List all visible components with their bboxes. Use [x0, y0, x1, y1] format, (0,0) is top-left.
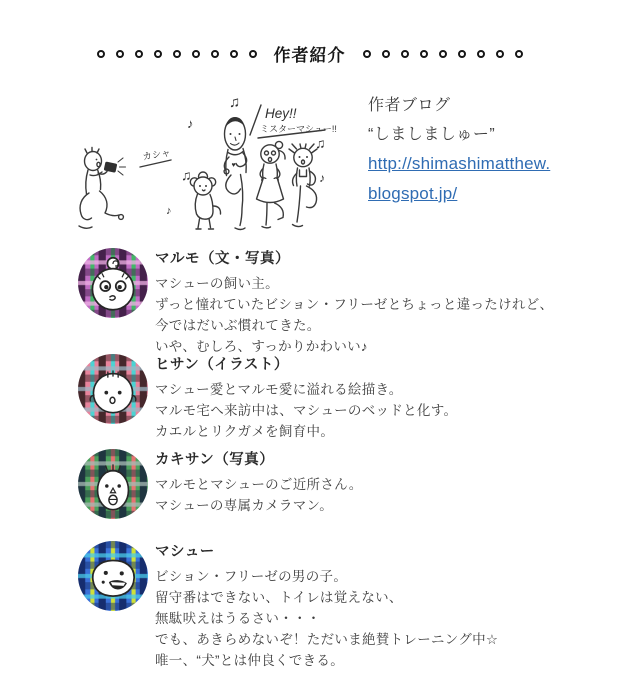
- speech-line-1: Hey!!: [265, 106, 297, 121]
- blog-url-line-1[interactable]: http://shimashimatthew.: [368, 154, 551, 173]
- profile-name: マルモ（文・写真）: [155, 251, 290, 267]
- profile-description-line: 無駄吠えはうるさい・・・: [155, 611, 321, 626]
- dot-icon: [477, 50, 485, 58]
- music-note-icon: ♪: [187, 116, 194, 131]
- dot-icon: [154, 50, 162, 58]
- profile-description-line: マシューの専属カメラマン。: [155, 498, 334, 513]
- dot-icon: [230, 50, 238, 58]
- profile-description: [155, 273, 553, 357]
- dot-icon: [192, 50, 200, 58]
- dog-figure: [190, 172, 220, 229]
- dot-icon: [135, 50, 143, 58]
- dot-icon: [439, 50, 447, 58]
- dot-icon: [249, 50, 257, 58]
- tall-dancer-figure: [224, 117, 247, 230]
- profile-description: [155, 474, 363, 516]
- music-note-icon: ♪: [319, 171, 325, 185]
- avatar-marumo: [78, 248, 148, 318]
- author-profiles: [78, 248, 619, 683]
- profile-marumo: [78, 248, 553, 357]
- blog-label: 作者ブログ: [368, 97, 451, 114]
- svg-text:♥: ♥: [231, 162, 236, 169]
- profile-description-line: ビション・フリーゼの男の子。: [155, 569, 348, 584]
- blog-url-line-2[interactable]: blogspot.jp/: [368, 184, 458, 203]
- camera-sfx-text: カシャ: [141, 147, 172, 163]
- profile-name: カキサン（写真）: [155, 452, 275, 468]
- profile-hisan: [78, 354, 457, 442]
- music-note-icon: ♪: [166, 205, 172, 217]
- matthew-face: [93, 561, 134, 597]
- profile-description-line: マシューの飼い主。: [155, 276, 279, 291]
- dot-icon: [97, 50, 105, 58]
- profile-matthew: [78, 541, 498, 671]
- profile-name: ヒサン（イラスト）: [155, 357, 289, 373]
- profile-description: [155, 379, 457, 442]
- profile-description-line: でも、あきらめないぞ！ただいま絶賛トレーニング中☆: [155, 632, 499, 647]
- dot-icon: [401, 50, 409, 58]
- page-title: 作者紹介: [273, 46, 346, 65]
- profile-description-line: 今ではだいぶ慣れてきた。: [155, 318, 321, 333]
- dot-icon: [363, 50, 371, 58]
- overalls-dancer-figure: [289, 144, 317, 227]
- profile-description-line: マルモとマシューのご近所さん。: [155, 477, 363, 492]
- dot-icon: [496, 50, 504, 58]
- dot-icon: [382, 50, 390, 58]
- profile-name: マシュー: [155, 544, 215, 560]
- avatar-matthew: [78, 541, 148, 611]
- skirt-dancer-figure: [257, 141, 286, 227]
- profile-description-line: カエルとリクガメを飼育中。: [155, 424, 335, 439]
- page-header: [0, 0, 619, 66]
- speech-callout: [250, 105, 337, 138]
- hero-section: [0, 90, 619, 248]
- music-note-icon: ♫: [315, 135, 326, 151]
- profile-description-line: 留守番はできない、トイレは覚えない、: [155, 590, 403, 605]
- music-note-icon: ♫: [181, 167, 192, 183]
- blog-name: “しましましゅー”: [368, 126, 496, 143]
- profile-description: [155, 566, 498, 671]
- speech-line-2: ミスターマシュー!!: [260, 124, 337, 134]
- dot-icon: [515, 50, 523, 58]
- profile-description-line: マシュー愛とマルモ愛に溢れる絵描き。: [155, 382, 403, 397]
- blog-info: [368, 92, 550, 210]
- profile-description-line: ずっと憧れていたビション・フリーゼとちょっと違ったけれど、: [155, 297, 554, 312]
- dot-icon: [116, 50, 124, 58]
- camera-sfx: [140, 148, 171, 167]
- avatar-kakisan: [78, 449, 148, 519]
- dancing-family-illustration: [63, 90, 358, 248]
- music-note-icon: ♫: [229, 94, 241, 111]
- profile-description-line: いや、むしろ、すっかりかわいい♪: [155, 339, 368, 354]
- dot-icon: [211, 50, 219, 58]
- profile-description-line: マルモ宅へ来訪中は、マシューのベッドと化す。: [155, 403, 458, 418]
- profile-kakisan: [78, 449, 363, 519]
- dot-icon: [458, 50, 466, 58]
- photographer-figure: [79, 148, 126, 229]
- dot-icon: [173, 50, 181, 58]
- dot-icon: [420, 50, 428, 58]
- avatar-hisan: [78, 354, 148, 424]
- profile-description-line: 唯一、“犬”とは仲良くできる。: [155, 653, 344, 668]
